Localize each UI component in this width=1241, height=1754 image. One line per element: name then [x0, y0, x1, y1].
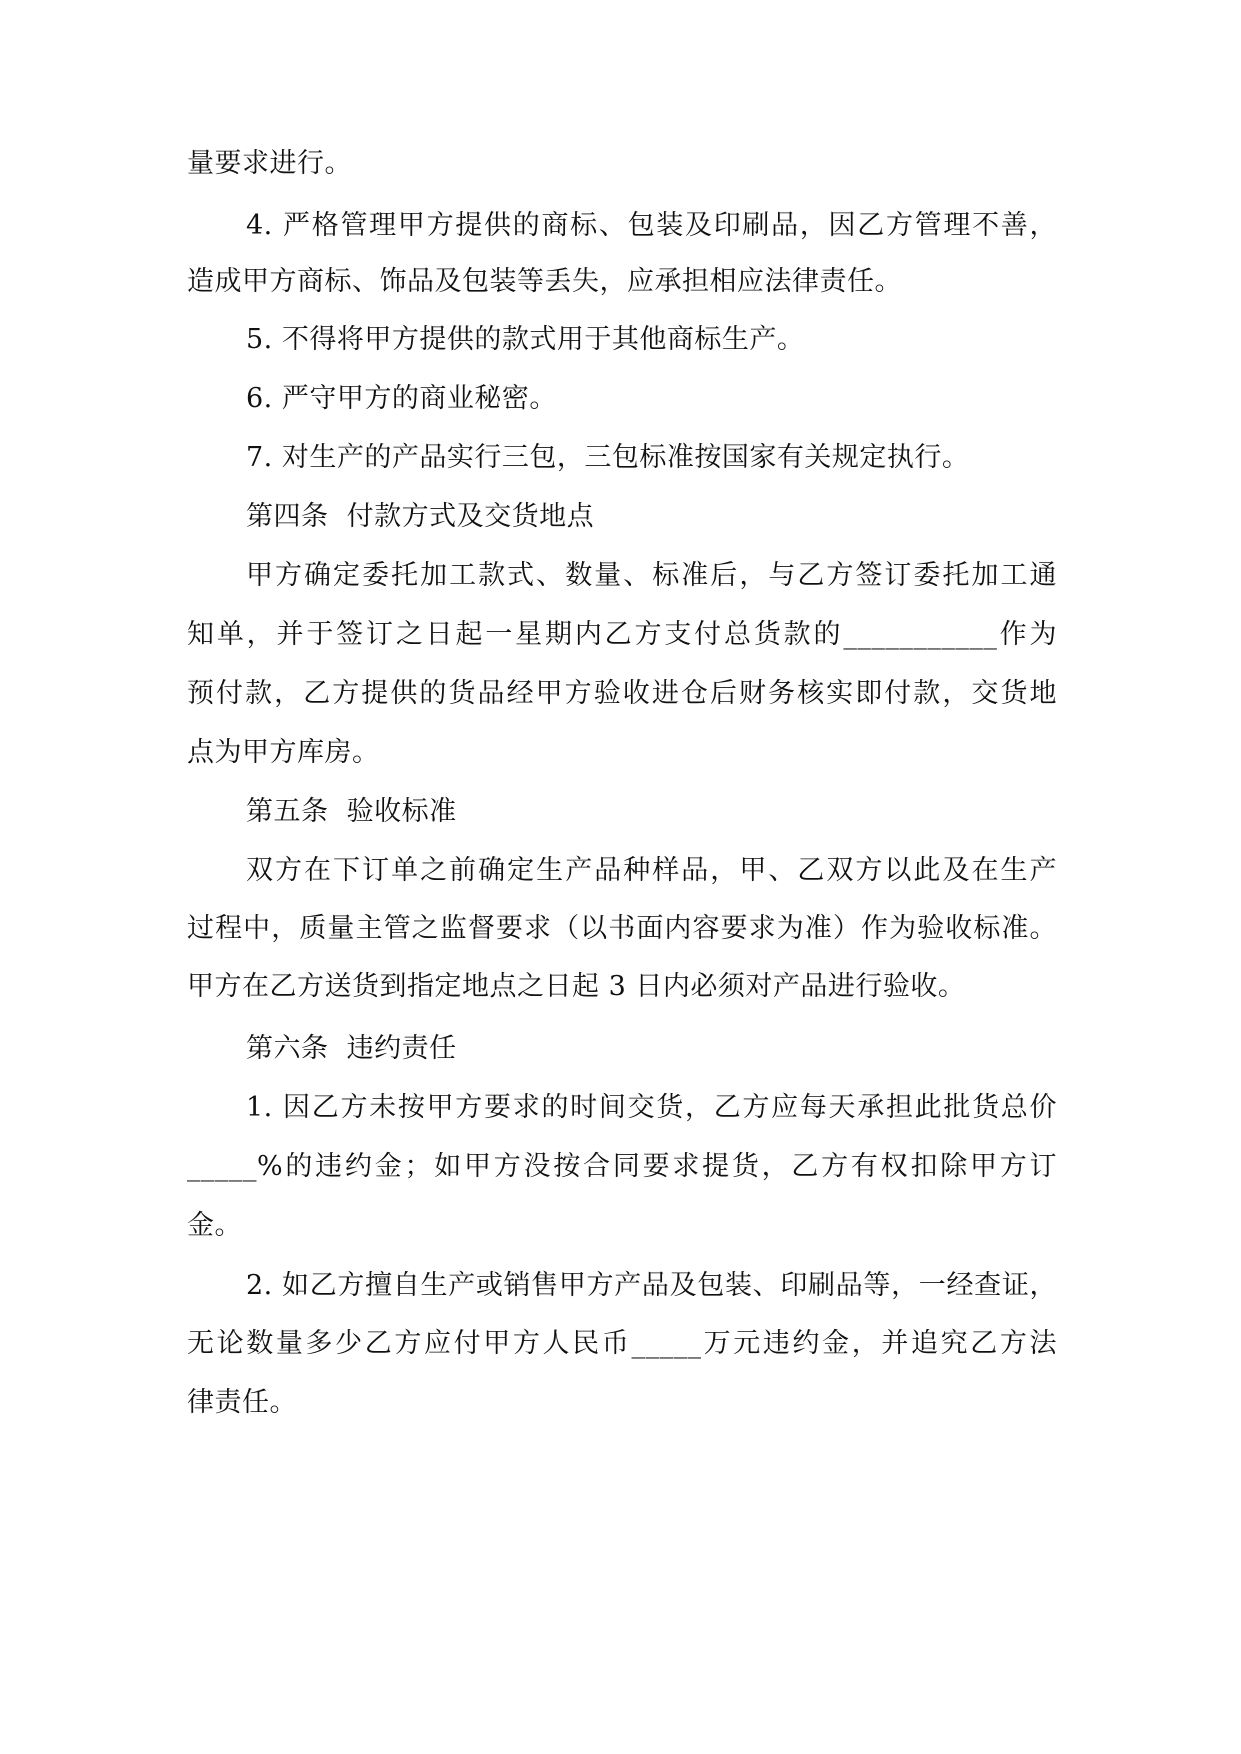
text-line: 量要求进行。: [187, 148, 352, 179]
text-line: 6. 严守甲方的商业秘密。: [246, 383, 557, 414]
text-line: 甲方在乙方送货到指定地点之日起 3 日内必须对产品进行验收。: [187, 971, 966, 1002]
text-line: 5. 不得将甲方提供的款式用于其他商标生产。: [246, 324, 805, 355]
text-line: 甲方确定委托加工款式、数量、标准后，与乙方签订委托加工通: [246, 560, 1057, 591]
text-line: 预付款，乙方提供的货品经甲方验收进仓后财务核实即付款，交货地: [187, 678, 1057, 709]
text-line: 双方在下订单之前确定生产品种样品，甲、乙双方以此及在生产: [246, 855, 1057, 886]
text-line: 点为甲方库房。: [187, 737, 380, 768]
section-heading: 第六条 违约责任: [246, 1033, 457, 1064]
text-line: 4. 严格管理甲方提供的商标、包装及印刷品，因乙方管理不善，: [246, 210, 1057, 241]
text-line: 7. 对生产的产品实行三包，三包标准按国家有关规定执行。: [246, 442, 970, 473]
text-line: 无论数量多少乙方应付甲方人民币_____万元违约金，并追究乙方法: [187, 1328, 1057, 1359]
section-heading: 第四条 付款方式及交货地点: [246, 501, 595, 532]
text-line: 1. 因乙方未按甲方要求的时间交货，乙方应每天承担此批货总价: [246, 1092, 1057, 1123]
text-line: 律责任。: [187, 1387, 297, 1418]
text-line: 造成甲方商标、饰品及包装等丢失，应承担相应法律责任。: [187, 266, 902, 297]
text-line: 2. 如乙方擅自生产或销售甲方产品及包装、印刷品等，一经查证，: [246, 1270, 1057, 1301]
text-line: _____%的违约金；如甲方没按合同要求提货，乙方有权扣除甲方订: [187, 1151, 1057, 1182]
text-line: 知单，并于签订之日起一星期内乙方支付总货款的___________作为: [187, 619, 1057, 650]
section-heading: 第五条 验收标准: [246, 796, 457, 827]
text-line: 金。: [187, 1210, 242, 1241]
text-line: 过程中，质量主管之监督要求（以书面内容要求为准）作为验收标准。: [187, 913, 1057, 944]
